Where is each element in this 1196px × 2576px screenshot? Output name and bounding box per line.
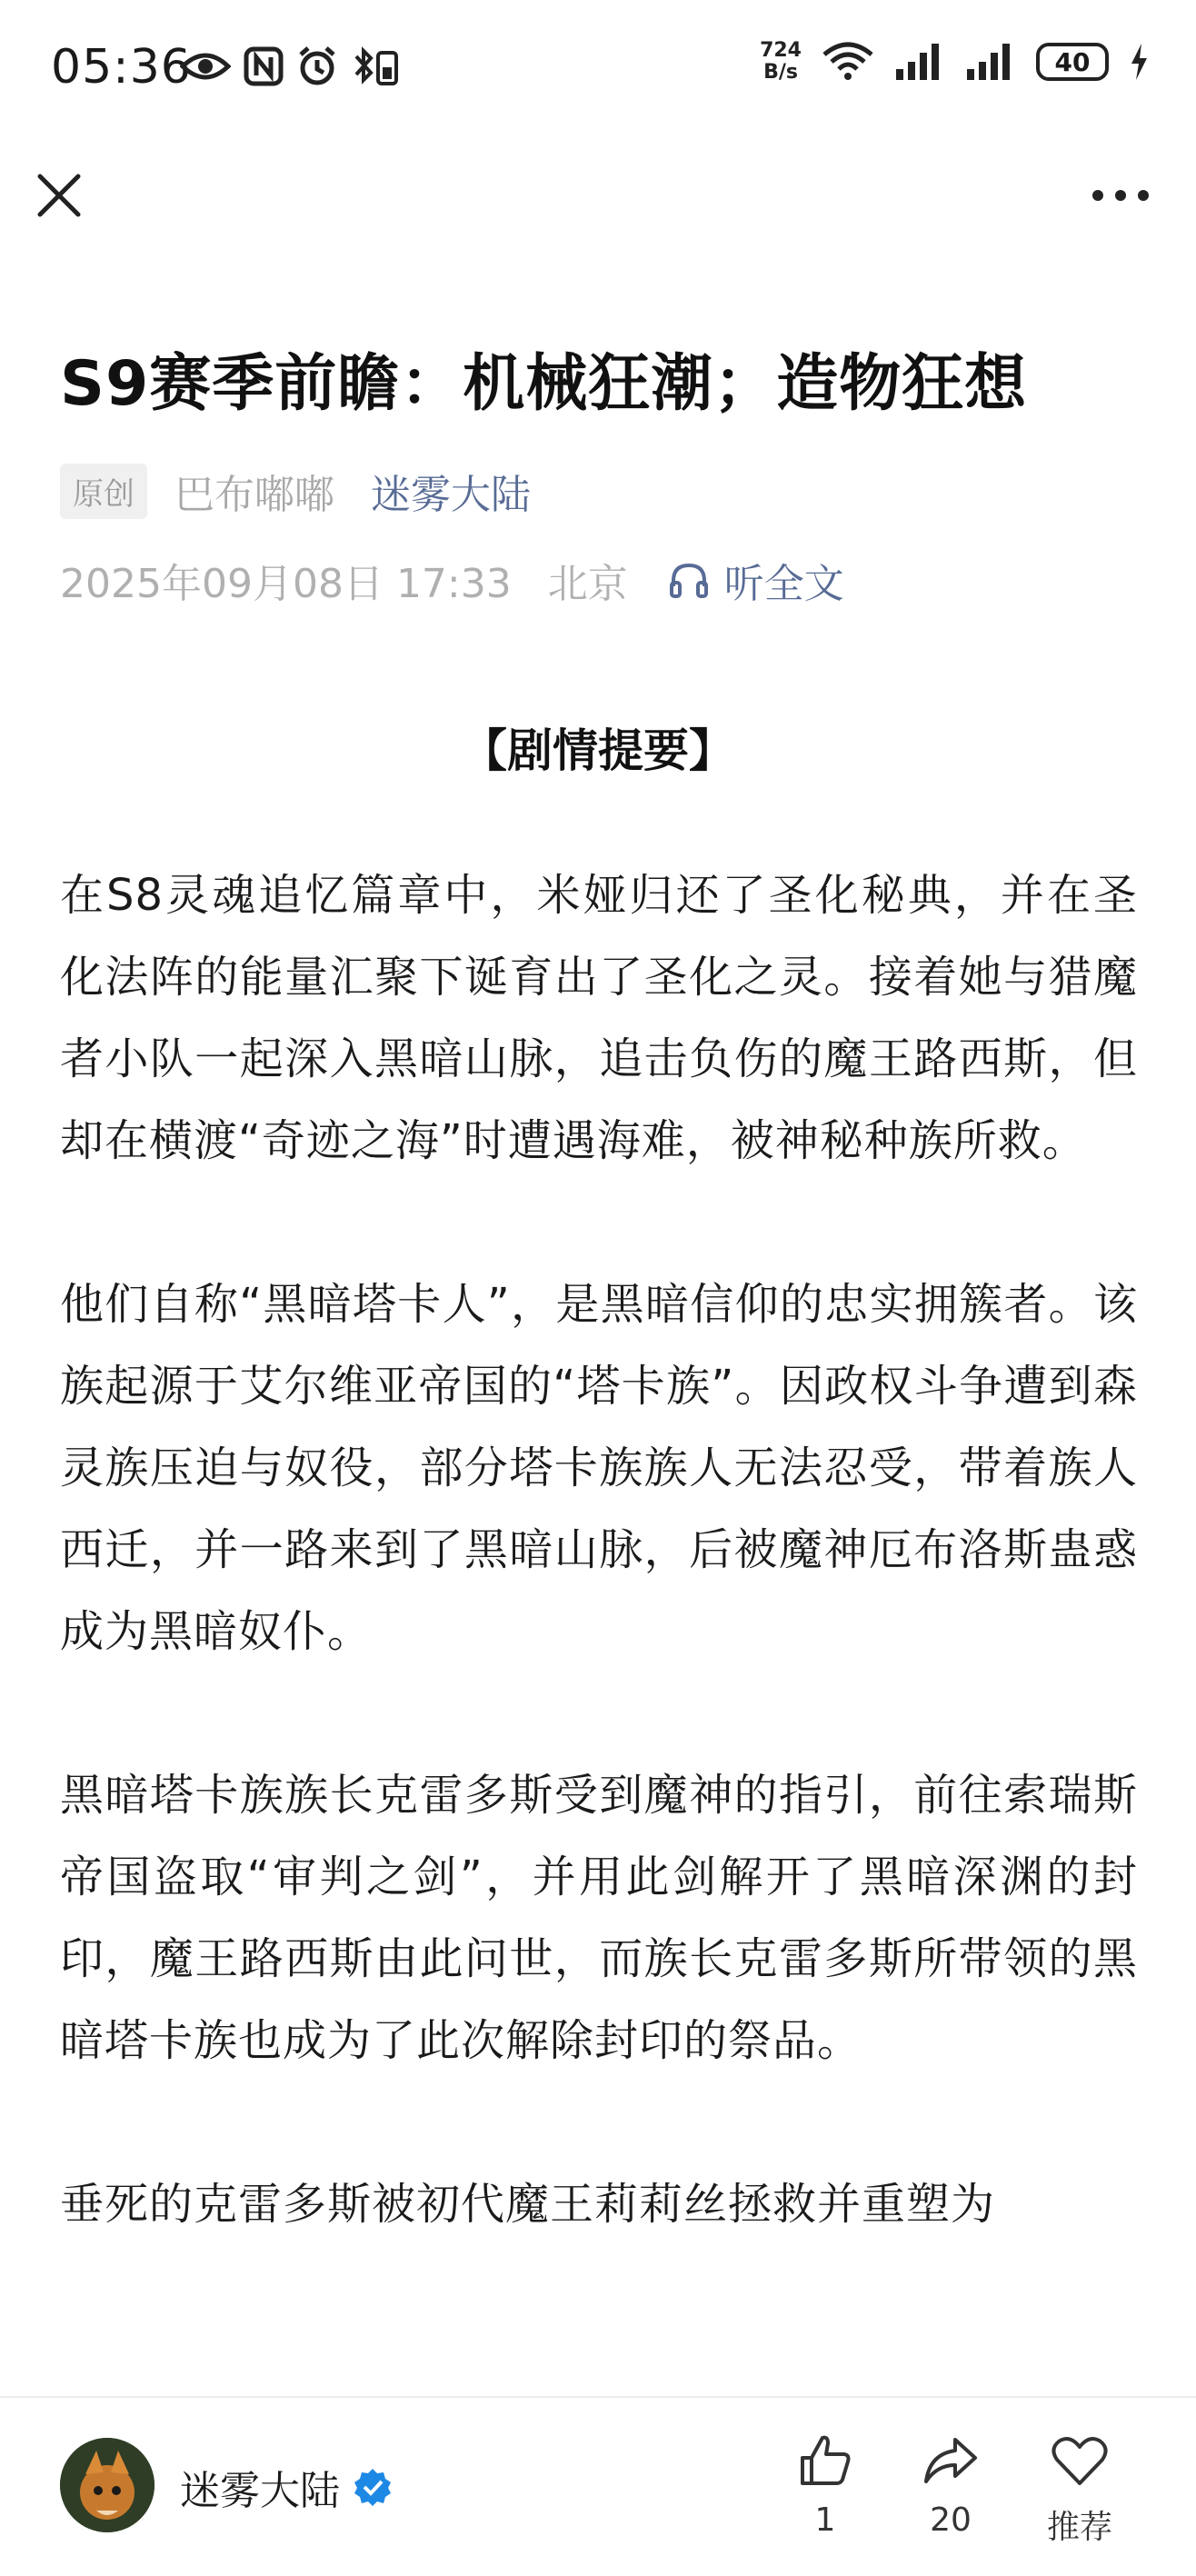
close-icon[interactable] bbox=[33, 169, 85, 222]
author-name: 巴布嘟嘟 bbox=[174, 472, 334, 518]
share-icon bbox=[921, 2431, 981, 2491]
net-speed: 724 B/s bbox=[760, 39, 802, 84]
publish-location: 北京 bbox=[547, 561, 628, 607]
status-time: 05:36 bbox=[51, 40, 192, 95]
charging-icon bbox=[1129, 42, 1149, 82]
avatar[interactable] bbox=[60, 2438, 154, 2532]
alarm-icon bbox=[296, 45, 338, 87]
battery-indicator: 40 bbox=[1036, 43, 1109, 81]
avatar-image bbox=[60, 2438, 154, 2532]
bottom-account[interactable] bbox=[180, 2458, 393, 2516]
bottom-account-name: 迷雾大陆 bbox=[180, 2468, 340, 2514]
like-button[interactable] bbox=[771, 2431, 880, 2539]
paragraph: 在S8灵魂追忆篇章中，米娅归还了圣化秘典，并在圣化法阵的能量汇聚下诞育出了圣化之灵。接着她与猎魔者小队一起深入黑暗山脉，追击负伤的魔王路西斯，但却在横渡“奇迹之海”时遭遇海难，被神秘种族所救。 bbox=[60, 870, 1138, 1166]
recommend-button[interactable] bbox=[1025, 2431, 1134, 2548]
article-body bbox=[60, 854, 1138, 2327]
eye-icon bbox=[180, 48, 231, 85]
listen-label: 听全文 bbox=[723, 561, 844, 607]
paragraph: 他们自称“黑暗塔卡人”，是黑暗信仰的忠实拥簇者。该族起源于艾尔维亚帝国的“塔卡族”。因政权斗争遭到森灵族压迫与奴役，部分塔卡族族人无法忍受，带着族人西迁，并一路来到了黑暗山脉，后被魔神厄布洛斯蛊惑成为黑暗奴仆。 bbox=[60, 1279, 1138, 1657]
article-meta bbox=[60, 462, 531, 520]
paragraph: 黑暗塔卡族族长克雷多斯受到魔神的指引，前往索瑞斯帝国盗取“审判之剑”，并用此剑解开了黑暗深渊的封印，魔王路西斯由此问世，而族长克雷多斯所带领的黑暗塔卡族也成为了此次解除封印的祭品。 bbox=[60, 1770, 1138, 2066]
nfc-icon bbox=[244, 46, 284, 86]
signal-icon bbox=[894, 42, 945, 82]
heart-icon bbox=[1050, 2431, 1110, 2491]
signal-icon bbox=[965, 42, 1016, 82]
listen-button[interactable] bbox=[668, 551, 844, 609]
section-heading: 【剧情提要】 bbox=[462, 724, 734, 777]
status-bar bbox=[0, 0, 1196, 145]
account-link[interactable]: 迷雾大陆 bbox=[371, 472, 531, 518]
article-date-row bbox=[60, 551, 844, 609]
bottom-bar bbox=[0, 2396, 1196, 2576]
headphones-icon bbox=[668, 559, 710, 601]
share-button[interactable] bbox=[896, 2431, 1005, 2539]
original-tag: 原创 bbox=[60, 464, 147, 519]
thumbs-up-icon bbox=[795, 2431, 855, 2491]
like-count: 1 bbox=[814, 2501, 836, 2539]
wifi-icon bbox=[822, 42, 874, 82]
more-icon[interactable] bbox=[1089, 182, 1152, 209]
recommend-label: 推荐 bbox=[1046, 2509, 1112, 2546]
publish-date: 2025年09月08日 17:33 bbox=[60, 561, 512, 607]
article-title: S9赛季前瞻：机械狂潮；造物狂想 bbox=[60, 348, 1028, 420]
status-left-icons bbox=[180, 45, 402, 87]
bluetooth-battery-icon bbox=[351, 45, 402, 87]
verified-icon bbox=[353, 2467, 393, 2507]
share-count: 20 bbox=[930, 2501, 972, 2539]
status-right-icons bbox=[760, 40, 1149, 84]
paragraph: 垂死的克雷多斯被初代魔王莉莉丝拯救并重塑为 bbox=[60, 2179, 996, 2230]
